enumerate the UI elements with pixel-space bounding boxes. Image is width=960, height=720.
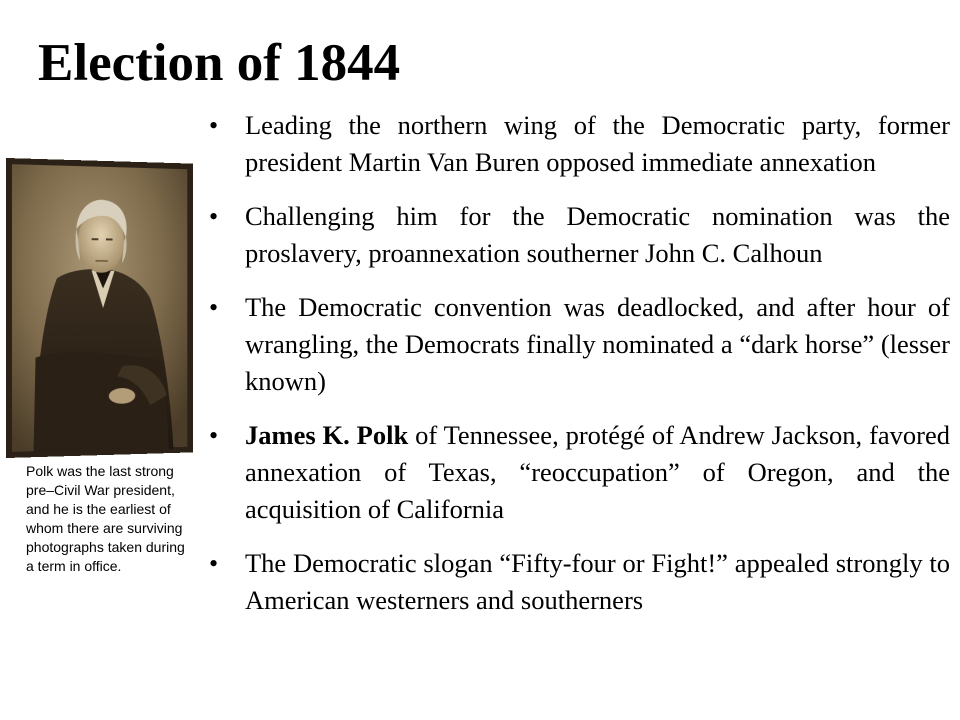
bullet-text: Leading the northern wing of the Democratic party, former president Martin Van Buren opposed immediate annexation	[245, 110, 950, 177]
bullet-text: of Tennessee, protégé of Andrew Jackson, favored annexation of Texas, “reoccupation” of Oregon, and the acquisition of California	[245, 420, 950, 524]
bullet-icon: •	[209, 421, 219, 450]
bullet-icon: •	[209, 549, 219, 578]
bullet-icon: •	[209, 111, 219, 140]
portrait-photo	[6, 158, 193, 458]
photo-caption: Polk was the last strong pre–Civil War president, and he is the earliest of whom there are surviving photographs taken during a term in office.	[26, 463, 185, 574]
portrait-image	[6, 158, 193, 458]
bullet-item	[205, 545, 950, 619]
bullet-icon: •	[209, 293, 219, 322]
slide-title: Election of 1844	[38, 34, 401, 92]
bullet-item	[205, 107, 950, 181]
bullet-list	[205, 107, 950, 636]
bullet-item	[205, 289, 950, 400]
bullet-icon: •	[209, 202, 219, 231]
bullet-bold-lead: James K. Polk	[245, 420, 409, 450]
bullet-text: Challenging him for the Democratic nomination was the proslavery, proannexation southerner John C. Calhoun	[245, 201, 950, 268]
bullet-text: The Democratic convention was deadlocked, and after hour of wrangling, the Democrats finally nominated a “dark horse” (lesser known)	[245, 292, 950, 396]
bullet-item	[205, 198, 950, 272]
bullet-text: The Democratic slogan “Fifty-four or Fight!” appealed strongly to American westerners and southerners	[245, 548, 950, 615]
bullet-item	[205, 417, 950, 528]
